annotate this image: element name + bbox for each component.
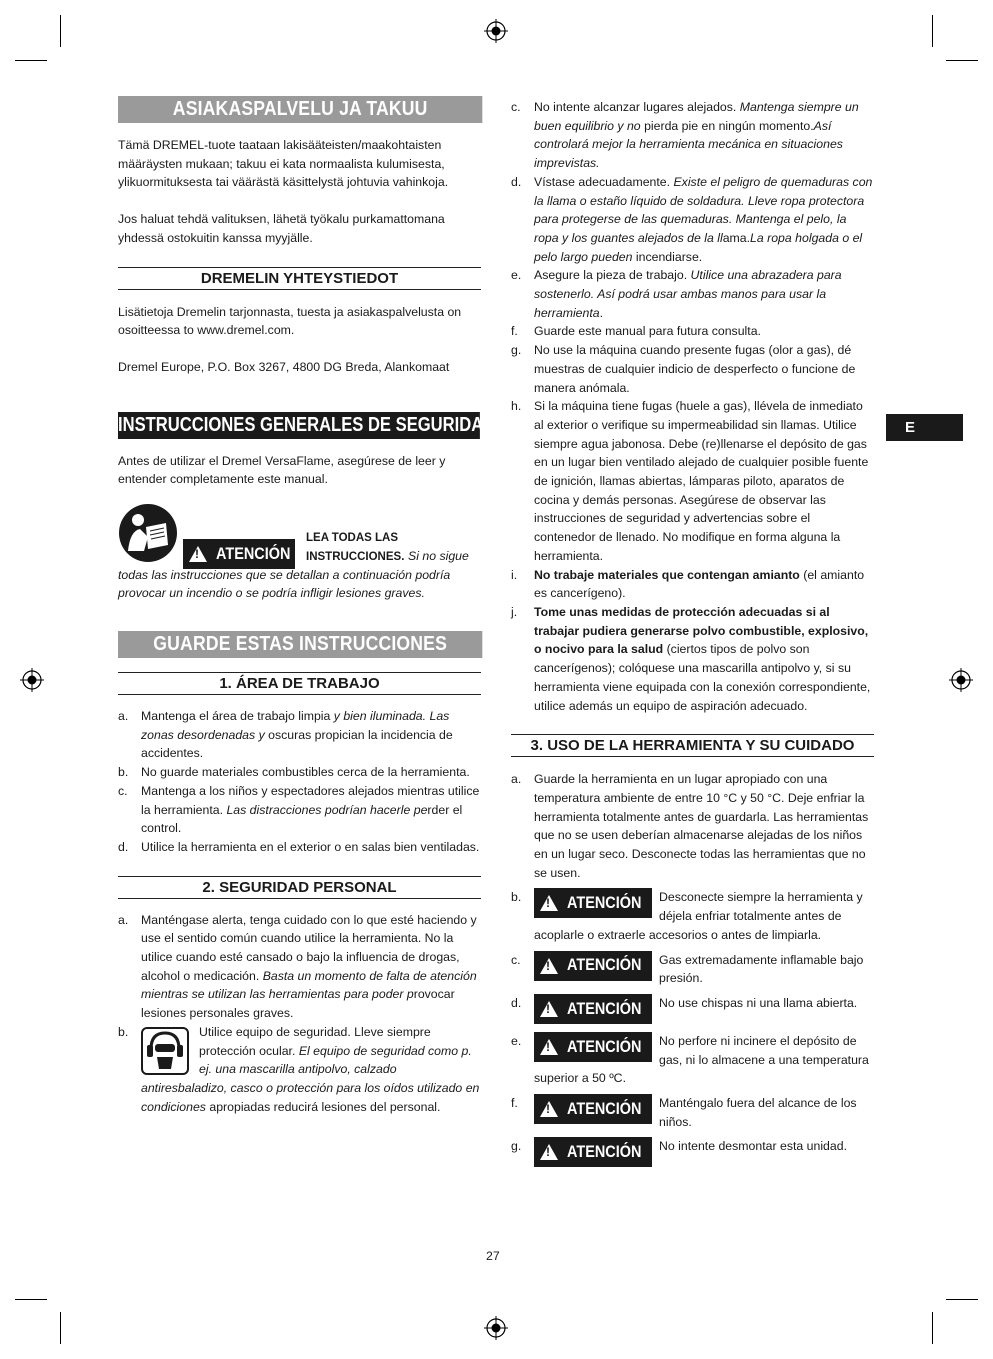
warning-triangle-icon (540, 1144, 558, 1160)
right-column (511, 98, 874, 1169)
warning-triangle-icon (540, 1001, 558, 1017)
registration-mark-icon (949, 668, 973, 692)
item-italic: Así controlará mejor la herramienta mecánica en situaciones imprevistas. (534, 118, 843, 171)
list-letter: c. (118, 783, 128, 798)
registration-mark-icon (484, 1316, 508, 1340)
list-letter: g. (511, 343, 522, 358)
item-text: Utilice equipo de seguridad. Lleve siempre protección ocular. (199, 1024, 431, 1058)
registration-mark-icon (484, 19, 508, 43)
list-item (511, 98, 874, 173)
work-area-list (118, 707, 481, 857)
tool-use-list (511, 770, 874, 1169)
item-text: pierda pie en ningún momento. (644, 118, 814, 133)
safety-gear-icon (141, 1027, 189, 1075)
item-text: (ciertos tipos de polvo son cancerígenos); colóquese una mascarilla antipolvo y, si su herramienta viene equipada con la conexión correspondiente, utilice además un equipo de aspiración adecuado. (534, 642, 871, 713)
item-text: rovocar lesiones personales graves. (141, 987, 455, 1021)
item-text: Guarde la herramienta en un lugar apropiado con una temperatura ambiente de entre 10 °C y 50 °C. Deje enfriar la herramienta totalmente antes de guardarla. Las herramientas que no se usen deberían almacenarse alejadas de los niños en un lugar seco. Desconecte todas las herramientas que no se usen. (534, 772, 869, 880)
list-letter: b. (118, 1024, 129, 1039)
list-item (511, 266, 874, 322)
list-item (511, 322, 874, 341)
list-item (118, 1023, 481, 1117)
item-italic: El equipo de seguridad como p. ej. una mascarilla antipolvo, calzado antiresbaladizo, casco o protección para los oídos utilizado en condiciones (141, 1043, 480, 1114)
list-item (511, 770, 874, 882)
item-text: (el amianto es cancerígeno). (534, 567, 865, 601)
item-italic: Utilice una abrazadera para sostenerlo. Así podrá usar ambas manos para usar la herramienta (534, 268, 842, 320)
item-italic: y bien iluminada. Las zonas desordenadas y (141, 709, 450, 742)
crop-mark (946, 1299, 978, 1300)
subheading-tool-use: 3. USO DE LA HERRAMIENTA Y SU CUIDADO (511, 734, 874, 757)
service-paragraph-1: Tämä DREMEL-tuote taataan lakisääteisten/maakohtaisten määräysten mukaan; takuu ei kata normaalista kulumisesta, ylikuormituksesta tai väärästä käsittelystä johtuvia vahinkoja. (118, 138, 449, 190)
list-item (511, 173, 874, 267)
item-text: Mantenga el área de trabajo limpia (141, 709, 334, 724)
item-text: . (599, 305, 604, 320)
crop-mark (946, 60, 978, 61)
warning-item (511, 951, 874, 988)
read-all-italic-wrap (118, 543, 481, 603)
read-all-italic: Si no sigue todas las instrucciones que se detallan a continuación podría provocar un incendio o se podría infligir lesiones graves. (118, 549, 469, 601)
crop-mark (60, 15, 61, 47)
left-column (118, 96, 496, 1116)
warning-badge (534, 1032, 652, 1062)
list-letter: e. (511, 1033, 522, 1048)
warning-label: ATENCIÓN (567, 955, 642, 975)
warning-text: Manténgalo fuera del alcance de los niños. (659, 1096, 857, 1129)
list-item (118, 763, 481, 782)
item-italic: La ropa holgada o el pelo largo pueden (534, 230, 863, 264)
list-letter: a. (118, 912, 129, 927)
item-bold: Tome unas medidas de protección adecuadas si al trabajar pudiera generarse polvo combustible, explosivo, o nocivo para la salud (534, 604, 869, 657)
section-heading-service: ASIAKASPALVELU JA TAKUU (118, 96, 482, 123)
warning-badge (534, 1137, 652, 1167)
warning-label: ATENCIÓN (216, 543, 291, 563)
list-letter: g. (511, 1139, 522, 1154)
item-text: No guarde materiales combustibles cerca de la herramienta. (141, 765, 470, 780)
contact-paragraph-2: Dremel Europe, P.O. Box 3267, 4800 DG Breda, Alankomaat (118, 359, 450, 374)
list-letter: b. (511, 890, 522, 905)
general-paragraph: Antes de utilizar el Dremel VersaFlame, asegúrese de leer y entender completamente este manual. (118, 453, 446, 487)
list-letter: f. (511, 324, 518, 339)
warning-label: ATENCIÓN (567, 1098, 642, 1118)
warning-label: ATENCIÓN (567, 1036, 642, 1056)
list-letter: c. (511, 100, 521, 114)
warning-triangle-icon (540, 1101, 558, 1117)
warning-label: ATENCIÓN (567, 893, 642, 913)
item-text: apropiadas reducirá lesiones del personal. (209, 1099, 441, 1114)
list-letter: d. (511, 995, 522, 1010)
service-paragraph-2: Jos haluat tehdä valituksen, lähetä työkalu purkamattomana yhdessä ostokuitin kanssa myyjälle. (118, 212, 445, 245)
registration-mark-icon (20, 668, 44, 692)
read-all-bold: LEA TODAS LAS INSTRUCCIONES. (306, 532, 405, 563)
item-text: rder el control. (141, 802, 463, 836)
warning-item (511, 888, 874, 944)
crop-mark (932, 15, 933, 47)
section-heading-keep: GUARDE ESTAS INSTRUCCIONES (118, 631, 482, 658)
warning-item (511, 1094, 874, 1131)
crop-mark (932, 1312, 933, 1344)
list-item (511, 603, 874, 715)
read-instructions-block (118, 503, 481, 601)
warning-item (511, 1137, 874, 1169)
list-letter: d. (511, 174, 522, 189)
list-item (118, 838, 481, 857)
warning-label: ATENCIÓN (567, 1142, 642, 1162)
item-italic: Basta un momento de falta de atención mientras se utilizan las herramientas para poder p (141, 968, 477, 1002)
list-item (511, 566, 874, 603)
list-letter: d. (118, 839, 129, 854)
warning-badge (534, 994, 652, 1024)
crop-mark (60, 1312, 61, 1344)
language-tab: E (886, 414, 963, 441)
section-heading-general: INSTRUCCIONES GENERALES DE SEGURIDAD (118, 412, 480, 439)
item-bold: No trabaje materiales que contengan amianto (534, 567, 800, 582)
list-letter: i. (511, 567, 518, 582)
contact-paragraph-1: Lisätietoja Dremelin tarjonnasta, tuesta ja asiakaspalvelusta on osoitteessa to www.dremel.com. (118, 304, 462, 338)
crop-mark (15, 60, 47, 61)
subheading-work-area: 1. ÁREA DE TRABAJO (118, 672, 481, 695)
warning-item (511, 1032, 874, 1088)
warning-text: No use chispas ni una llama abierta. (659, 995, 858, 1010)
list-letter: e. (511, 268, 522, 283)
item-text: Asegure la pieza de trabajo. (534, 268, 691, 283)
crop-mark (15, 1299, 47, 1300)
warning-label: ATENCIÓN (567, 998, 642, 1018)
list-item (118, 911, 481, 1023)
item-italic: Existe el peligro de quemaduras con la llama o estaño líquido de soldadura. Lleve ropa protectora para protegerse de las quemaduras. Mantenga el pelo, la ropa y los guantes alejados de la ll (534, 174, 873, 245)
warning-item (511, 994, 874, 1026)
warning-badge (534, 1094, 652, 1124)
warning-text: Gas extremadamente inflamable bajo presión. (659, 952, 864, 986)
item-text: Manténgase alerta, tenga cuidado con lo que esté haciendo y use el sentido común cuando utilice la herramienta. No la utilice cuando esté cansado o bajo la influencia de drogas, alcohol o medicación. (141, 912, 477, 983)
item-italic: Mantenga siempre un buen equilibrio y no (534, 100, 859, 133)
item-text: Guarde este manual para futura consulta. (534, 324, 761, 339)
list-letter: c. (511, 952, 521, 967)
warning-triangle-icon (540, 895, 558, 911)
list-letter: b. (118, 765, 129, 780)
item-text: Utilice la herramienta en el exterior o en salas bien ventiladas. (141, 839, 480, 854)
list-letter: j. (511, 604, 518, 619)
item-text: Si la máquina tiene fugas (huele a gas), llévela de inmediato al exterior o verifique su impermeabilidad sin llamas. Utilice siempre agua jabonosa. Debe (re)llenarse el depósito de gas en un lugar bien ventilado alejado de cualquier posible fuente de ignición, llamas abiertas, lámparas piloto, aparatos de cocina y demás personas. Asegúrese de observar las instrucciones de seguridad y advertencias sobre el contenedor de llenado. No modifique en forma alguna la herramienta. (534, 399, 869, 563)
warning-text: Desconecte siempre la herramienta y déjela enfriar totalmente antes de acoplarle o extraerle accesorios o antes de limpiarla. (534, 890, 863, 942)
item-text: No use la máquina cuando presente fugas (olor a gas), dé muestras de cualquier indicio de desperfecto o funcione de manera anómala. (534, 343, 856, 395)
warning-text: No perfore ni incinere el depósito de gas, ni lo almacene a una temperatura superior a 50 ºC. (534, 1033, 869, 1086)
page-number: 27 (486, 1249, 500, 1263)
list-item (118, 707, 481, 763)
warning-text: No intente desmontar esta unidad. (659, 1139, 847, 1154)
item-text: Vístase adecuadamente. (534, 174, 674, 189)
warning-badge (534, 951, 652, 981)
list-item (511, 341, 874, 397)
item-text: No intente alcanzar lugares alejados. (534, 100, 740, 114)
subheading-contact: DREMELIN YHTEYSTIEDOT (118, 267, 481, 290)
list-letter: f. (511, 1096, 518, 1111)
item-text: ama. (722, 230, 751, 245)
warning-triangle-icon (540, 958, 558, 974)
personal-list (118, 911, 481, 1117)
subheading-personal: 2. SEGURIDAD PERSONAL (118, 876, 481, 899)
list-item (511, 397, 874, 565)
item-text: Mantenga a los niños y espectadores alejados mientras utilice la herramienta. (141, 783, 480, 817)
warning-triangle-icon (540, 1039, 558, 1055)
list-letter: h. (511, 399, 522, 414)
right-list (511, 98, 874, 715)
list-letter: a. (118, 709, 129, 724)
list-item (118, 782, 481, 838)
warning-badge (534, 888, 652, 918)
item-italic: Las distracciones podrían hacerle pe (226, 802, 428, 817)
item-text: incendiarse. (635, 249, 703, 264)
list-letter: a. (511, 772, 522, 787)
item-text: oscuras propician la incidencia de accidentes. (141, 727, 453, 761)
